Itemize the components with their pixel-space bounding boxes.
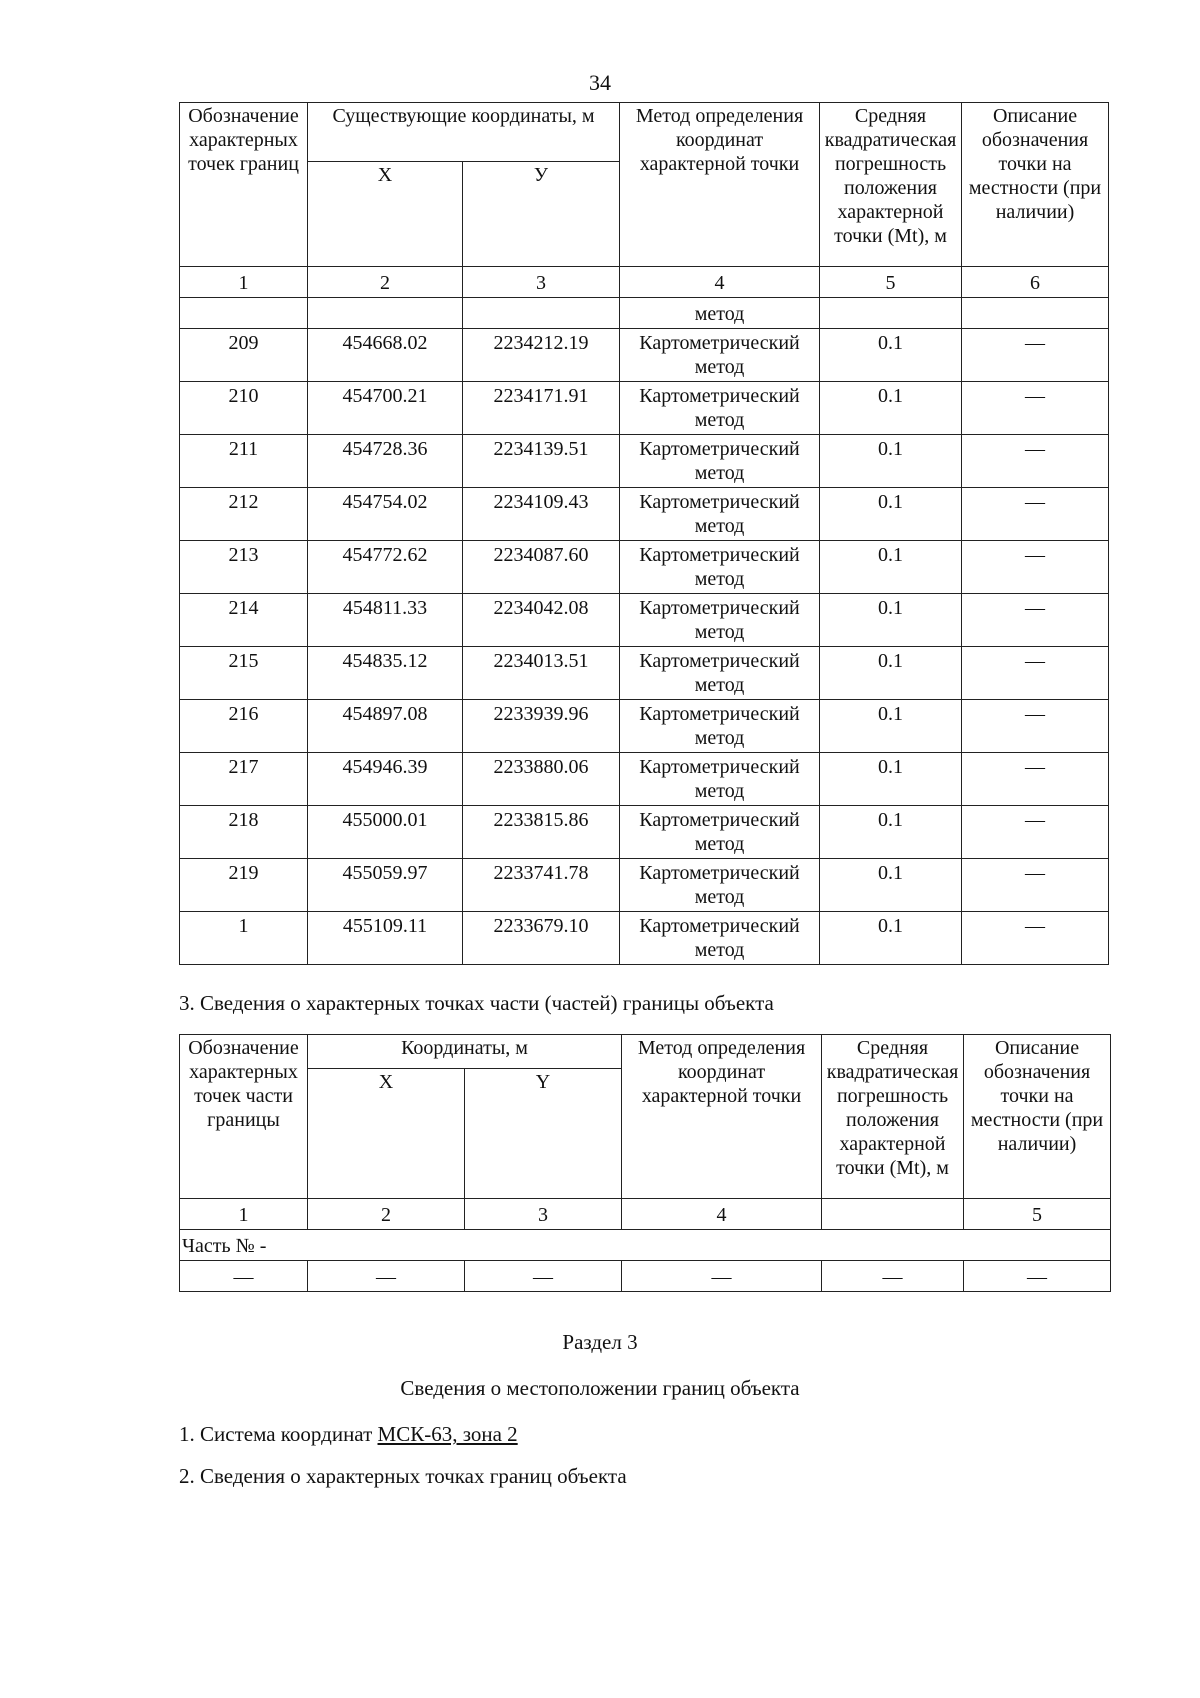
header-y: У [463,162,620,267]
x-coordinate-cell: 454946.39 [308,753,463,806]
description-cell: — [962,859,1109,912]
table-row [180,647,1109,700]
point-number-cell: 215 [180,647,308,700]
part-row [180,1230,1111,1261]
section-subtitle: Сведения о местоположении границ объекта [400,1376,800,1400]
column-number [822,1199,964,1230]
point-number-cell: 212 [180,488,308,541]
column-numbers-row [180,1199,1111,1230]
method-cell: Картометрический метод [620,912,820,965]
header-method: Метод определения координат характерной точки [620,103,820,267]
point-number-cell: 216 [180,700,308,753]
method-cell: Картометрический метод [620,594,820,647]
point-number-cell: 210 [180,382,308,435]
table-row [180,435,1109,488]
method-cell: Картометрический метод [620,753,820,806]
column-number: 2 [308,267,463,298]
column-number: 6 [962,267,1109,298]
part-boundary-points-table [179,1034,1111,1292]
column-numbers-row [180,267,1109,298]
method-cell: Картометрический метод [620,806,820,859]
method-cell: Картометрический метод [620,647,820,700]
y-coordinate-cell: 2234087.60 [463,541,620,594]
table-row [180,329,1109,382]
point-number-cell: 217 [180,753,308,806]
header-coordinates: Координаты, м [308,1035,622,1069]
column-number: 4 [620,267,820,298]
header-mean-error: Средняя квадратическая погрешность положения характерной точки (Mt), м [822,1035,964,1199]
point-number-cell: 218 [180,806,308,859]
continued-row [180,298,1109,329]
column-number: 5 [964,1199,1111,1230]
header-existing-coordinates: Существующие координаты, м [308,103,620,162]
header-y: Y [465,1069,622,1199]
table-row [180,541,1109,594]
x-coordinate-cell: 454811.33 [308,594,463,647]
header-x: X [308,162,463,267]
x-coordinate-cell: 454728.36 [308,435,463,488]
method-cell: Картометрический метод [620,859,820,912]
header-point-designation: Обозначение характерных точек границ [180,103,308,267]
header-point-designation: Обозначение характерных точек части границы [180,1035,308,1199]
mean-error-cell: 0.1 [820,753,962,806]
method-cell: Картометрический метод [620,382,820,435]
boundary-points-heading: 2. Сведения о характерных точках границ объекта [179,1464,627,1488]
section-title: Раздел 3 [562,1330,638,1354]
header-description: Описание обозначения точки на местности (при наличии) [964,1035,1111,1199]
mean-error-cell: 0.1 [820,859,962,912]
y-coordinate-cell: 2233880.06 [463,753,620,806]
x-coordinate-cell: 454772.62 [308,541,463,594]
table-row [180,700,1109,753]
mean-error-cell: 0.1 [820,594,962,647]
point-number-cell: 214 [180,594,308,647]
empty-cell: — [308,1261,465,1292]
column-number: 2 [308,1199,465,1230]
description-cell: — [962,806,1109,859]
empty-cell: — [180,1261,308,1292]
description-cell: — [962,700,1109,753]
y-coordinate-cell: 2233741.78 [463,859,620,912]
y-coordinate-cell: 2234171.91 [463,382,620,435]
description-cell: — [962,329,1109,382]
table-row [180,488,1109,541]
method-cell: Картометрический метод [620,541,820,594]
y-coordinate-cell: 2233815.86 [463,806,620,859]
point-number-cell: 219 [180,859,308,912]
y-coordinate-cell: 2234042.08 [463,594,620,647]
continued-method-cell: метод [620,298,820,329]
x-coordinate-cell: 455059.97 [308,859,463,912]
column-number: 5 [820,267,962,298]
point-number-cell: 211 [180,435,308,488]
x-coordinate-cell: 454897.08 [308,700,463,753]
empty-cell: — [622,1261,822,1292]
column-number: 3 [465,1199,622,1230]
coordinate-system-value: МСК-63, зона 2 [377,1422,518,1446]
method-cell: Картометрический метод [620,329,820,382]
y-coordinate-cell: 2233679.10 [463,912,620,965]
description-cell: — [962,488,1109,541]
x-coordinate-cell: 455109.11 [308,912,463,965]
table-row [180,859,1109,912]
empty-cell: — [822,1261,964,1292]
mean-error-cell: 0.1 [820,647,962,700]
table-row [180,806,1109,859]
description-cell: — [962,382,1109,435]
coordinate-system-label: 1. Система координат [179,1422,378,1446]
page-number: 34 [589,70,611,95]
x-coordinate-cell: 454700.21 [308,382,463,435]
table-row [180,753,1109,806]
table-row [180,912,1109,965]
mean-error-cell: 0.1 [820,435,962,488]
column-number: 4 [622,1199,822,1230]
mean-error-cell: 0.1 [820,912,962,965]
part-label: Часть № - [180,1230,1111,1261]
column-number: 1 [180,1199,308,1230]
mean-error-cell: 0.1 [820,700,962,753]
point-number-cell: 213 [180,541,308,594]
empty-cell: — [465,1261,622,1292]
method-cell: Картометрический метод [620,700,820,753]
x-coordinate-cell: 454754.02 [308,488,463,541]
boundary-points-table [179,102,1109,965]
y-coordinate-cell: 2234212.19 [463,329,620,382]
header-description: Описание обозначения точки на местности (при наличии) [962,103,1109,267]
x-coordinate-cell: 455000.01 [308,806,463,859]
point-number-cell: 1 [180,912,308,965]
y-coordinate-cell: 2234013.51 [463,647,620,700]
header-mean-error: Средняя квадратическая погрешность положения характерной точки (Mt), м [820,103,962,267]
description-cell: — [962,753,1109,806]
mean-error-cell: 0.1 [820,541,962,594]
coordinate-system-line [179,1422,518,1447]
header-method: Метод определения координат характерной точки [622,1035,822,1199]
description-cell: — [962,647,1109,700]
section3-heading: 3. Сведения о характерных точках части (частей) границы объекта [179,991,774,1015]
empty-cell: — [964,1261,1111,1292]
table-row [180,594,1109,647]
method-cell: Картометрический метод [620,488,820,541]
y-coordinate-cell: 2233939.96 [463,700,620,753]
description-cell: — [962,594,1109,647]
mean-error-cell: 0.1 [820,329,962,382]
mean-error-cell: 0.1 [820,382,962,435]
mean-error-cell: 0.1 [820,488,962,541]
description-cell: — [962,435,1109,488]
empty-data-row [180,1261,1111,1292]
header-x: X [308,1069,465,1199]
method-cell: Картометрический метод [620,435,820,488]
y-coordinate-cell: 2234109.43 [463,488,620,541]
mean-error-cell: 0.1 [820,806,962,859]
description-cell: — [962,912,1109,965]
x-coordinate-cell: 454835.12 [308,647,463,700]
point-number-cell: 209 [180,329,308,382]
x-coordinate-cell: 454668.02 [308,329,463,382]
description-cell: — [962,541,1109,594]
column-number: 3 [463,267,620,298]
y-coordinate-cell: 2234139.51 [463,435,620,488]
column-number: 1 [180,267,308,298]
table-row [180,382,1109,435]
